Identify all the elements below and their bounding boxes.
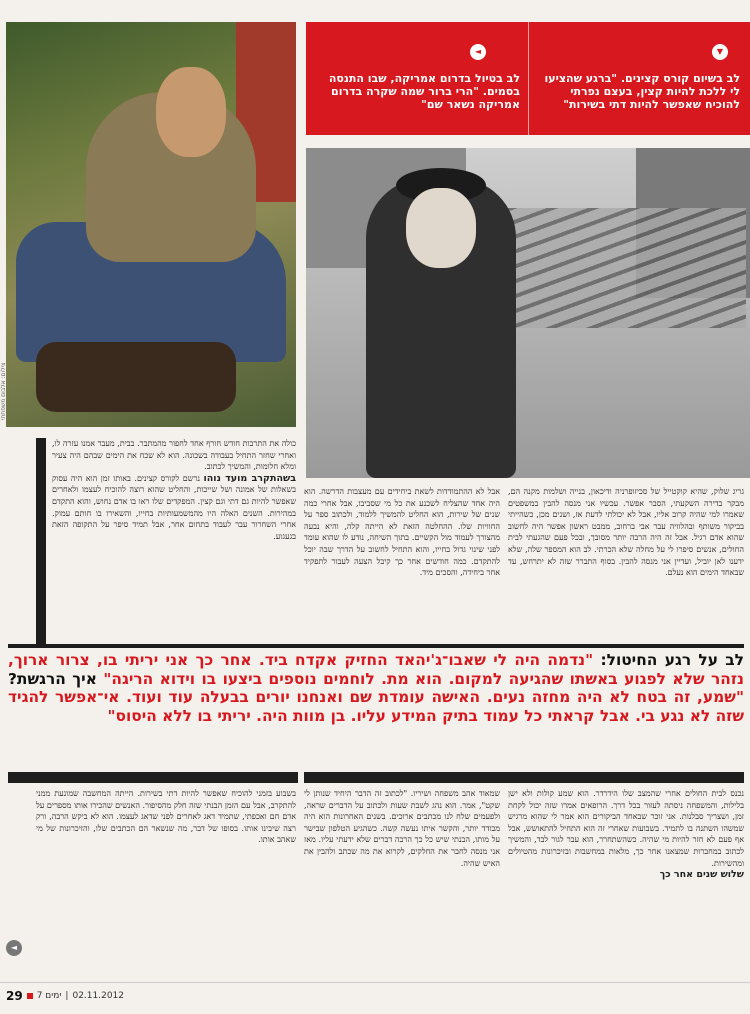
photo-figure-shape xyxy=(156,67,226,157)
page-number: 29 xyxy=(6,989,23,1003)
caption-marker-icon: ◄ xyxy=(470,44,486,60)
column-bar xyxy=(8,772,298,783)
article-paragraph: בשבוע בזמני להוכיח שאפשר להיות דתי בשירות. הייתה המחשבה שמונעת ממני להתקרב, אבל עם הזמן הבנתי שזה חלק מהסיפור. האנשים שהכירו אותו מספרים על אדם חם ואכפתי, שתמיד דאג לאחרים לפני שדאג לעצמו. הוא לא ביקש הרבה, ורק רצה שיבינו אותו. בסופו של דבר, מה שנשאר הם הכתבים שלו, והזיכרונות של מי שאהב אותו. xyxy=(36,789,296,845)
caption-officer-course: לב בשיום קורס קצינים. "ברגע שהציעו לי ללכת להיות קצין, בעצם נפרתי להוכיח שאפשר להיות דתי בשירות" xyxy=(544,72,740,111)
pull-quote-lead: לב על רגע החיטול: xyxy=(600,651,744,669)
caption-marker-icon: ▼ xyxy=(712,44,728,60)
pull-quote-text: "נדמה היה לי שאבו־ג'יהאד החזיק אקדח ביד. אחר כך אני יריתי בו, צרור ארוך, נזהר שלא לפגוע באשתו שהגיעה למקום. הוא מת. לוחמים נוספים ביצעו בו וידוא הריגה" xyxy=(8,651,744,688)
article-subhead: בשהתקרב מועד נוהו xyxy=(203,472,296,484)
footer-separator: | xyxy=(65,991,69,1001)
pull-quote-rule xyxy=(8,644,744,648)
photo-soldier-shape xyxy=(406,188,476,268)
photo-officer-course xyxy=(306,148,750,478)
article-subhead: שלוש שנים אחר כך xyxy=(659,869,744,881)
article-column xyxy=(304,788,500,978)
page-footer xyxy=(6,988,124,1004)
article-paragraph: גריג שלוק, שהיא קוקטייל של סכיזופרניה ודיכאון, בנייה ושלמות מקנה הם, מבקר בדירה השקעתי, הסבר אפשר. עכשיו אני מנסה להבין במשפטים שאמרו למי שהיה קרוב אליו, אבל לא יכולתי לדעת אז, ושנים מכן, כשהייתי בביקור משותף ובהלוויה עבר אבי ברחוב, ממבט ראשון אפשר היה לחשוב שהוא אדם רגיל. אבל זה היה הרבה יותר מסובך, ובכל פעם שהגעתי לבית החולים, אנשים סיפרו לי על מחלה שלא הכרתי. לב הוא המספר שלה, שלא ידענו לאן יוביל, ועדיין אני מנסה להבין. בסוף התברר שזה לא יתרחש, עד שבאחד הימים הוא נעלם. xyxy=(508,487,744,578)
column-bar xyxy=(36,438,46,646)
article-column xyxy=(508,486,744,646)
article-paragraph: נרשם לקורס קצינים. באותו זמן הוא היה עסוק בשאלות של אמונה ושל שייכות, והחליט שהוא רוצה להוכיח לעצמו ולאחרים שאפשר להיות גם דתי וגם קצין. המפקדים שלו ראו בו אדם נחוש, והוא התקדם במהירות. השנים האלה היו מהמשמעותיות בחייו, והשאירו בו חותם עמוק. אחרי השחרור עבר לעבוד בתחום אחר, אבל תמיד סיפר על התקופה הזאת בגעגוע. xyxy=(52,473,296,541)
article-paragraph: אבל לא ההתמודדות לשאת ביחידים עם מעצבות הדרשה. הוא היה אחד שהצליח לשכנע את כל מי שסביבו, אבל אחרי כמה שנים של שירות, הוא החליט להמשיך ללמוד, ולכתוב ספר על החוויות שלו. ההחלטה הזאת לא הייתה קלה, והיא נבעה מהצורך לעמוד מול הקשיים. בתוך השיחה, נודע לו שהוא עומד לפני שינוי גדול בחייו, והוא התחיל לחשוב על הדרך שבה יוכל להתקדם. כמה חודשים אחר כך קיבל הצעה לעבור לתפקיד אחר ביחידה, והסכים מיד. xyxy=(304,487,500,578)
pull-quote-text: "שמע, זה בטח לא היה מחזה נעים. האישה עומדת שם ואנחנו יורים בבעלה עוד ועוד. אי־אפשר להגיד שזה לא נגע בי. אבל קראתי כל עמוד בתיק המידע עליו. בן מוות היה. יריתי בו ללא היסוס" xyxy=(8,688,744,725)
footer-section: 7 ימים xyxy=(36,991,62,1001)
pull-quote-question: איך הרגשת? xyxy=(8,669,97,688)
footer-rule xyxy=(0,982,750,983)
article-column xyxy=(508,788,744,978)
column-bar xyxy=(304,772,744,783)
article-paragraph: נכנס לבית החולים אחרי שהמצב שלו הידרדר. הוא שמע קולות ולא ישן בלילות, והמשפחה ניסתה לעזור בכל דרך. הרופאים אמרו שזה יכול לקחת זמן, ושצריך סבלנות. אני זוכר שבאחד הביקורים הוא אמר לי שהוא מרגיש שמשהו השתנה בו לתמיד. בשבועות שאחרי זה הוא התחיל להתאושש, אבל אף פעם לא חזר להיות מי שהיה. כשהשתחרר, הוא עבר לגור לבד, והמשיך לכתוב במחברות שמצאנו אחר כך, מלאות במחשבות ובזיכרונות מהטיולים ומהשירות. xyxy=(508,789,744,868)
article-column xyxy=(52,438,296,646)
footer-square-icon xyxy=(27,993,33,999)
pull-quote xyxy=(8,651,744,761)
footer-date: 02.11.2012 xyxy=(72,991,124,1001)
article-column xyxy=(304,486,500,646)
photo-figure-shape xyxy=(36,342,236,412)
article-paragraph: שמאוד אהב משפחה ושיריו. "לכתוב זה הדבר היחיד שנותן לי שקט", אמר. הוא נהג לשבת שעות ולכתוב על הדברים שראה, ולפעמים שלח לנו מכתבים ארוכים. בשנים האחרונות הוא היה מבודד יותר, והקשר איתו נעשה קשה. כשהגיע הטלפון שבישר על מותו, הבנתי שיש כל כך הרבה דברים שלא ידעתי עליו. מאז אני מנסה לחבר את החלקים, לקרוא את מה שכתב ולהבין את האיש שהיה. xyxy=(304,789,500,868)
article-paragraph: כולה את התרבות חודש חורף אחד לחפור מהמתבר. בבית, מעבר אמנו עזרה לו, ואחרי שחזר התחיל בעבודה בשכונה. הוא לא שכח את הימים שבהם היה צעיר ומלא חלומות, והמשיך לכתוב. xyxy=(52,439,296,472)
prev-arrow-icon: ◄ xyxy=(6,940,22,956)
photo-stairs-shape xyxy=(506,208,746,328)
caption-divider xyxy=(528,22,529,135)
caption-south-america: לב בטיול בדרום אמריקה, שבו התנסה בסמים. "הרי ברור שמה שקרה בדרום אמריקה נשאר שם" xyxy=(328,72,520,111)
article-column xyxy=(36,788,296,978)
photo-credit: צילום: אלבום משפחתי xyxy=(0,362,7,420)
photo-hiking-south-america xyxy=(6,22,296,427)
